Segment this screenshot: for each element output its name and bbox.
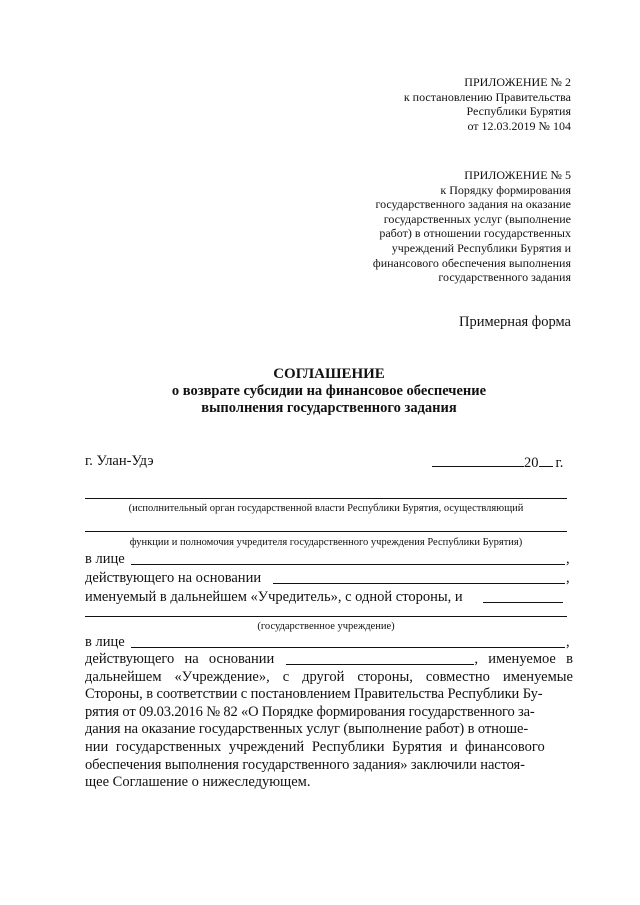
appendix-5-line: учреждений Республики Бурятия и (391, 240, 571, 255)
word: именуемые (502, 668, 573, 685)
word: на (184, 651, 199, 667)
word: действующего (85, 651, 175, 667)
appendix-2-line: от 12.03.2019 № 104 (467, 118, 571, 133)
founder-name-line-1 (85, 498, 567, 499)
word: именуемое (488, 651, 556, 667)
in-person-label: в лице (85, 634, 125, 650)
date-line (432, 453, 563, 472)
word: «Учреждение», (174, 668, 270, 685)
appendix-2-line: Республики Бурятия (466, 104, 571, 119)
appendix-5-line: к Порядку формирования (440, 182, 571, 197)
comma: , (474, 651, 478, 667)
agreement-title-main: СОГЛАШЕНИЕ (273, 366, 385, 382)
date-day-month-blank (432, 453, 524, 467)
appendix-5-line: финансового обеспечения выполнения (372, 255, 571, 270)
appendix-5-header (373, 168, 571, 285)
agreement-paragraph (85, 651, 573, 792)
comma: , (566, 551, 570, 567)
word: другой (302, 668, 345, 685)
paragraph-line: обеспечения выполнения государственного задания» заключили настоя- (85, 756, 525, 773)
institution-caption: (государственное учреждение) (257, 621, 395, 632)
in-person-label: в лице (85, 551, 125, 567)
word: стороны, (357, 668, 413, 685)
paragraph-line: щее Соглашение о нижеследующем. (85, 774, 311, 791)
paragraph-line: Стороны, в соответствии с постановлением Правительства Республики Бу- (85, 686, 543, 703)
representative-row-2 (85, 634, 573, 651)
appendix-2-header (404, 75, 571, 133)
comma: , (566, 570, 570, 586)
acting-basis-blank-1 (273, 583, 565, 584)
paragraph-line (85, 669, 573, 687)
founder-named-text: именуемый в дальнейшем «Учредитель», с одной стороны, и (85, 589, 463, 605)
acting-basis-label: действующего на основании (85, 570, 262, 586)
sample-form-label: Примерная форма (458, 314, 571, 330)
date-year-prefix: 20 (524, 455, 539, 471)
word: основании (208, 651, 275, 667)
date-suffix: г. (555, 455, 564, 471)
word: совместно (425, 668, 490, 685)
appendix-5-line: работ) в отношении государственных (379, 226, 571, 241)
appendix-5-title: ПРИЛОЖЕНИЕ № 5 (464, 168, 571, 182)
appendix-2-title: ПРИЛОЖЕНИЕ № 2 (464, 75, 571, 89)
word: в (566, 651, 573, 667)
paragraph-line: дания на оказание государственных услуг (выполнение работ) в отноше- (85, 721, 529, 738)
word: с (282, 668, 290, 685)
founder-named-row (85, 589, 573, 606)
appendix-5-line: государственных услуг (выполнение (383, 211, 571, 226)
founder-caption-2: функции и полномочия учредителя государственного учреждения Республики Бурятия) (129, 537, 523, 548)
acting-basis-blank-2 (286, 651, 474, 665)
paragraph-line: рятия от 09.03.2016 № 82 «О Порядке формирования государственного за- (85, 703, 535, 720)
acting-basis-row-1 (85, 570, 573, 587)
basis-group (209, 651, 478, 669)
founder-named-blank (483, 602, 563, 603)
appendix-2-line: к постановлению Правительства (403, 89, 571, 104)
founder-caption-1: (исполнительный орган государственной власти Республики Бурятия, осуществляющий (128, 503, 524, 514)
founder-name-line-2 (85, 531, 567, 532)
representative-row-1 (85, 551, 573, 568)
date-year-blank (539, 453, 553, 467)
agreement-title-sub: о возврате субсидии на финансовое обеспечение (171, 383, 487, 399)
representative-blank-1 (131, 564, 565, 565)
agreement-title-sub: выполнения государственного задания (201, 400, 457, 416)
agreement-title (85, 366, 573, 417)
representative-blank-2 (131, 647, 565, 648)
comma: , (566, 634, 570, 650)
appendix-5-line: государственного задания на оказание (375, 197, 571, 212)
word: дальнейшем (85, 668, 162, 685)
appendix-5-line: государственного задания (438, 270, 571, 285)
institution-name-line (85, 616, 567, 617)
paragraph-line: нии государственных учреждений Республики Бурятия и финансового (85, 738, 545, 755)
paragraph-line (85, 651, 573, 669)
place: г. Улан-Удэ (85, 453, 154, 469)
